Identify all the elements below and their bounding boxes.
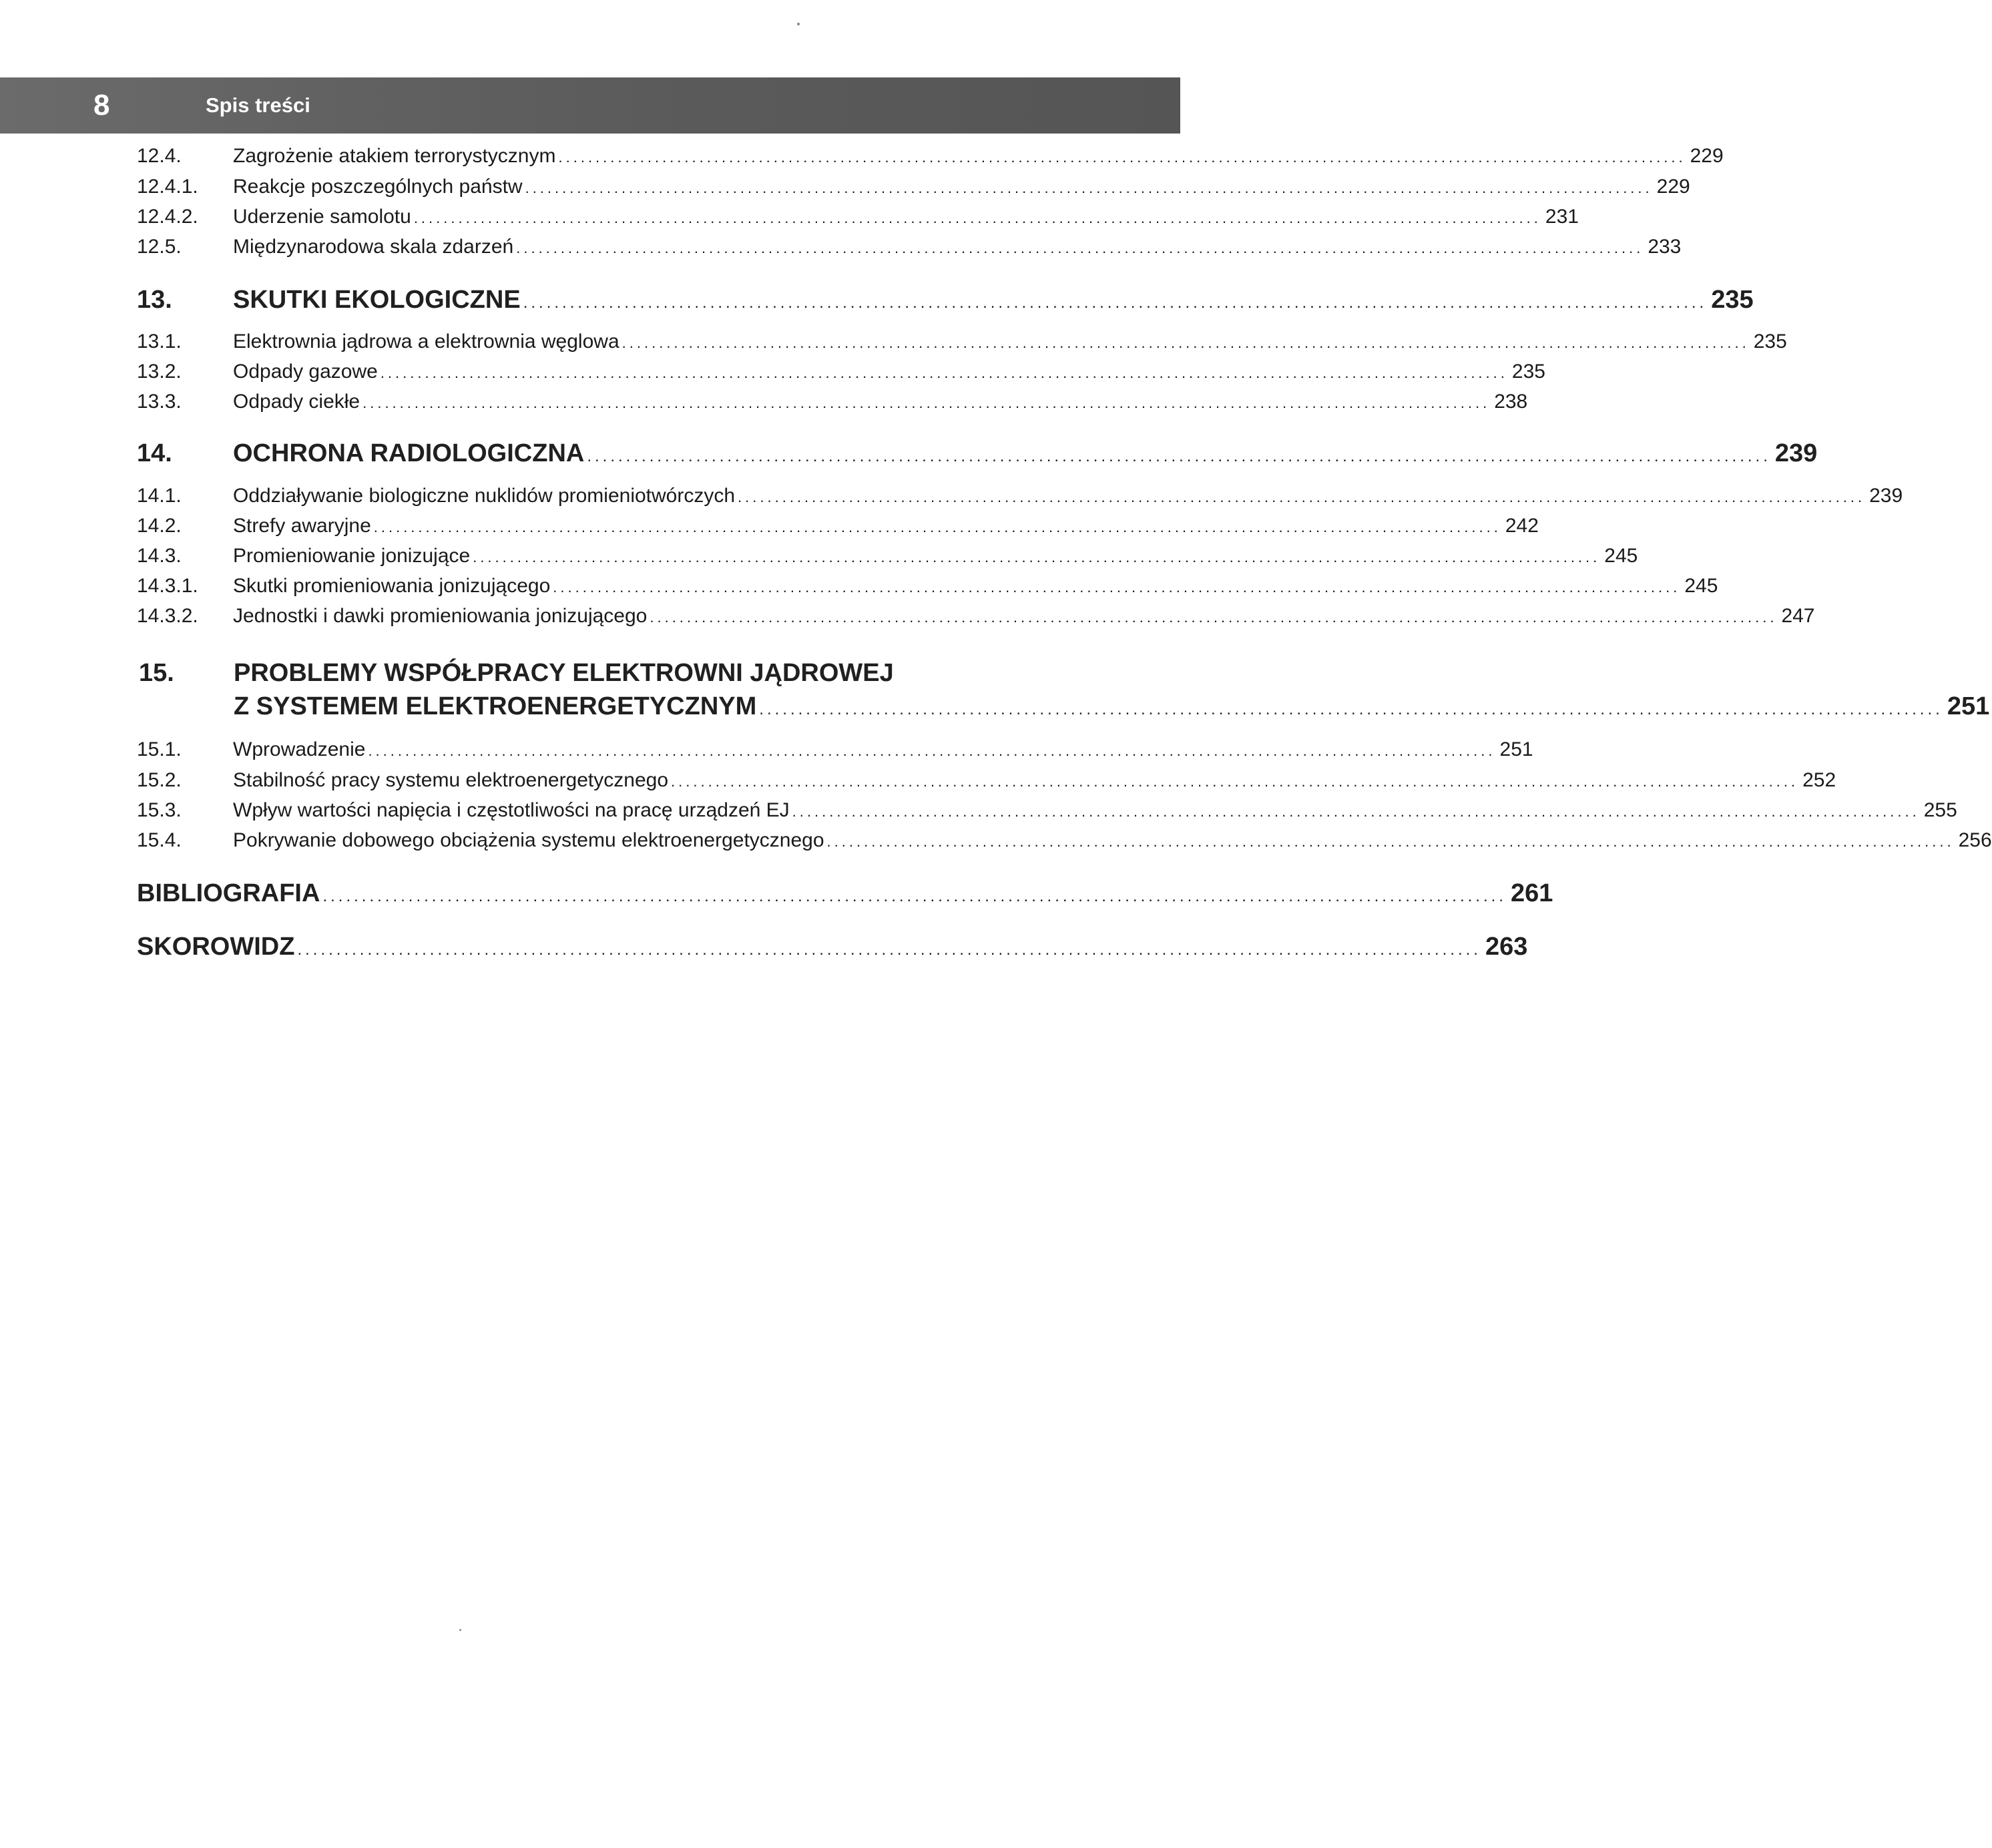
index-title: SKOROWIDZ	[137, 933, 295, 961]
entry-number: 14.3.2.	[137, 605, 198, 627]
toc-entry[interactable]	[137, 327, 1787, 357]
entry-number: 12.5.	[137, 236, 182, 258]
toc-entry[interactable]	[137, 142, 1724, 171]
dot-leader: ........................................................................................................................................................	[525, 180, 1653, 196]
entry-title: Elektrownia jądrowa a elektrownia węglowa	[233, 330, 619, 353]
entry-number: 14.2.	[137, 515, 182, 537]
entry-number: 15.1.	[137, 738, 182, 760]
dot-leader: ........................................................................................................................................................	[297, 941, 1481, 959]
entry-page: 233	[1648, 236, 1682, 258]
dot-leader: ........................................................................................................................................................	[362, 395, 1491, 411]
page-number: 8	[93, 89, 110, 122]
entry-title: Zagrożenie atakiem terrorystycznym	[233, 145, 556, 167]
header-band	[0, 77, 1180, 134]
entry-title: Wprowadzenie	[233, 738, 366, 760]
entry-number: 15.3.	[137, 799, 182, 821]
bibliography-page: 261	[1510, 879, 1553, 907]
scan-speck	[797, 23, 800, 25]
index-page: 263	[1485, 933, 1528, 961]
chapter-title-line1: PROBLEMY WSPÓŁPRACY ELEKTROWNI JĄDROWEJ	[234, 659, 894, 687]
entry-title: Oddziaływanie biologiczne nuklidów promieniotwórczych	[233, 485, 736, 507]
scan-speck	[459, 1629, 461, 1631]
toc-entry[interactable]	[137, 826, 1992, 855]
dot-leader: ........................................................................................................................................................	[523, 294, 1708, 312]
entry-number: 12.4.	[137, 145, 182, 167]
entry-page: 238	[1494, 391, 1528, 413]
chapter-page: 251	[1947, 692, 1990, 720]
toc-entry[interactable]	[137, 357, 1545, 387]
entry-number: 14.1.	[137, 485, 182, 507]
entry-page: 255	[1923, 799, 1957, 821]
entry-title: Stabilność pracy systemu elektroenergetycznego	[233, 769, 669, 791]
entry-title: Promieniowanie jonizujące	[233, 545, 471, 567]
toc-chapter[interactable]	[137, 435, 1818, 472]
entry-page: 235	[1511, 361, 1545, 383]
entry-page: 235	[1753, 330, 1787, 353]
dot-leader: ........................................................................................................................................................	[738, 489, 1866, 505]
dot-leader: ........................................................................................................................................................	[826, 833, 1955, 850]
bibliography-title: BIBLIOGRAFIA	[137, 879, 320, 907]
entry-title: Odpady gazowe	[233, 361, 378, 383]
chapter-number: 13.	[137, 286, 172, 314]
dot-leader: ........................................................................................................................................................	[759, 700, 1943, 718]
chapter-number: 14.	[137, 439, 172, 467]
dot-leader: ........................................................................................................................................................	[650, 609, 1778, 626]
entry-number: 15.4.	[137, 829, 182, 851]
entry-page: 256	[1958, 829, 1992, 851]
entry-page: 247	[1781, 605, 1815, 627]
toc-entry[interactable]	[137, 571, 1718, 601]
dot-leader: ........................................................................................................................................................	[792, 803, 1920, 820]
entry-title: Reakcje poszczególnych państw	[233, 176, 523, 198]
toc-chapter[interactable]	[137, 281, 1754, 318]
entry-title: Odpady ciekłe	[233, 391, 360, 413]
entry-number: 12.4.2.	[137, 206, 198, 228]
toc-entry[interactable]	[137, 602, 1815, 631]
toc-entry[interactable]	[137, 766, 1836, 795]
dot-leader: ........................................................................................................................................................	[587, 447, 1771, 465]
entry-page: 231	[1545, 206, 1579, 228]
dot-leader: ........................................................................................................................................................	[368, 742, 1496, 759]
entry-page: 252	[1802, 769, 1836, 791]
toc-entry[interactable]	[137, 735, 1533, 764]
chapter-title-line2: Z SYSTEMEM ELEKTROENERGETYCZNYM	[234, 692, 757, 720]
entry-number: 15.2.	[137, 769, 182, 791]
entry-page: 245	[1604, 545, 1638, 567]
chapter-title-row	[234, 688, 1990, 725]
toc-entry[interactable]	[137, 202, 1579, 232]
dot-leader: ........................................................................................................................................................	[621, 334, 1750, 351]
chapter-page: 239	[1774, 439, 1818, 467]
entry-title: Jednostki i dawki promieniowania jonizującego	[233, 605, 648, 627]
dot-leader: ........................................................................................................................................................	[373, 519, 1501, 535]
dot-leader: ........................................................................................................................................................	[558, 149, 1686, 166]
dot-leader: ........................................................................................................................................................	[322, 887, 1507, 905]
dot-leader: ........................................................................................................................................................	[671, 773, 1799, 790]
toc-entry[interactable]	[137, 387, 1528, 417]
chapter-title: SKUTKI EKOLOGICZNE	[233, 286, 521, 314]
chapter-title: OCHRONA RADIOLOGICZNA	[233, 439, 585, 467]
toc-entry[interactable]	[137, 172, 1690, 202]
toc-entry[interactable]	[137, 232, 1682, 262]
entry-number: 13.3.	[137, 391, 182, 413]
dot-leader: ........................................................................................................................................................	[516, 240, 1644, 256]
toc-entry[interactable]	[137, 541, 1638, 571]
dot-leader: ........................................................................................................................................................	[473, 549, 1601, 565]
toc-index[interactable]	[137, 928, 1528, 965]
entry-number: 12.4.1.	[137, 176, 198, 198]
entry-page: 229	[1656, 176, 1690, 198]
entry-page: 239	[1869, 485, 1903, 507]
dot-leader: ........................................................................................................................................................	[380, 365, 1508, 381]
entry-title: Strefy awaryjne	[233, 515, 371, 537]
entry-title: Skutki promieniowania jonizującego	[233, 575, 551, 597]
entry-page: 229	[1690, 145, 1724, 167]
entry-number: 14.3.	[137, 545, 182, 567]
entry-title: Wpływ wartości napięcia i częstotliwości na pracę urządzeń EJ	[233, 799, 790, 821]
dot-leader: ........................................................................................................................................................	[413, 210, 1541, 226]
entry-number: 13.1.	[137, 330, 182, 353]
entry-number: 14.3.1.	[137, 575, 198, 597]
entry-title: Międzynarodowa skala zdarzeń	[233, 236, 514, 258]
toc-entry[interactable]	[137, 481, 1903, 511]
entry-page: 245	[1684, 575, 1718, 597]
chapter-number: 15.	[139, 659, 174, 687]
section-title: Spis treści	[206, 93, 310, 117]
entry-page: 251	[1499, 738, 1533, 760]
entry-title: Pokrywanie dobowego obciążenia systemu elektroenergetycznego	[233, 829, 824, 851]
entry-number: 13.2.	[137, 361, 182, 383]
dot-leader: ........................................................................................................................................................	[553, 579, 1681, 596]
toc-entry[interactable]	[137, 796, 1957, 825]
entry-title: Uderzenie samolotu	[233, 206, 411, 228]
toc-bibliography[interactable]	[137, 875, 1553, 912]
chapter-page: 235	[1711, 286, 1754, 314]
entry-page: 242	[1505, 515, 1539, 537]
toc-entry[interactable]	[137, 511, 1539, 541]
